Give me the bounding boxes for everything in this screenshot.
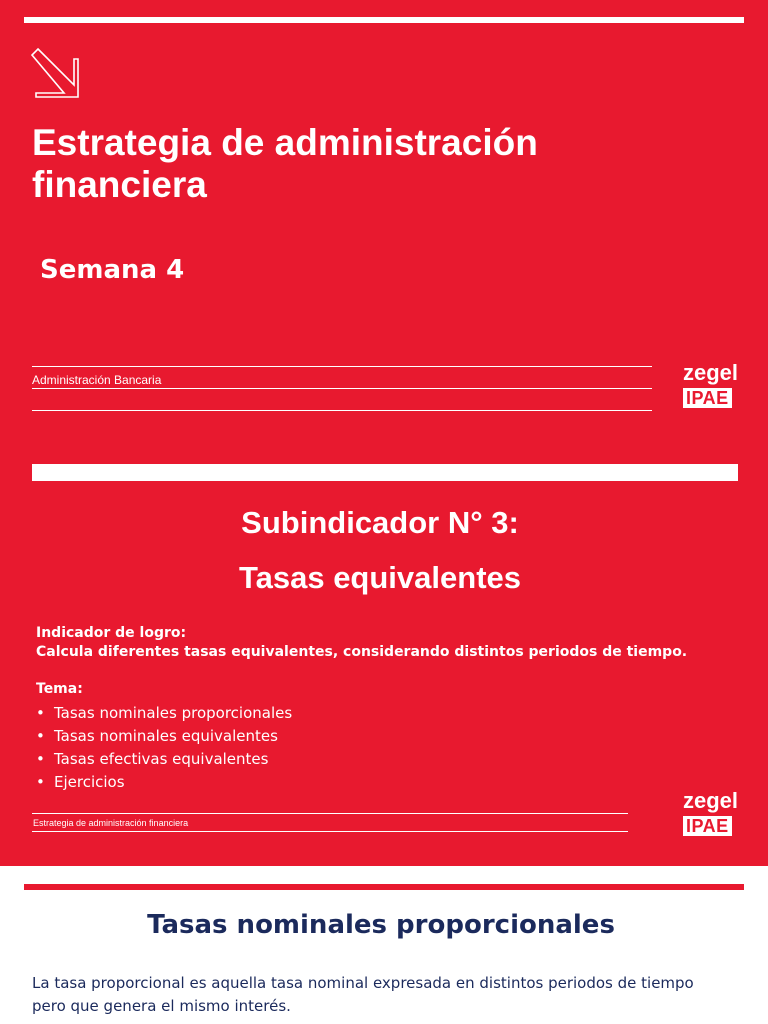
list-item: • Tasas nominales proporcionales <box>36 702 292 725</box>
slide-cover <box>0 0 768 432</box>
logo-ipae: IPAE <box>683 816 732 836</box>
indicator-text: Calcula diferentes tasas equivalentes, considerando distintos periodos de tiempo. <box>36 644 688 660</box>
topic-label: Tema: <box>36 681 83 697</box>
divider-line <box>32 366 652 367</box>
divider-line <box>32 410 652 411</box>
zegel-ipae-logo <box>683 790 738 837</box>
divider-line <box>32 388 652 389</box>
definition-paragraph <box>32 972 732 1018</box>
divider-line <box>32 831 628 832</box>
zegel-ipae-logo <box>683 362 738 409</box>
presentation-title: Estrategia de administración financiera <box>32 122 538 205</box>
divider-line <box>32 813 628 814</box>
course-name: Estrategia de administración financiera <box>33 818 189 828</box>
paragraph-line: pero que genera el mismo interés. <box>32 997 291 1015</box>
arrow-down-right-icon <box>30 47 80 99</box>
section-heading: Tasas nominales proporcionales <box>147 910 615 940</box>
slide-content <box>0 866 768 1024</box>
topic-list <box>36 702 292 794</box>
slide-subindicator <box>0 432 768 866</box>
subindicator-title: Subindicador N° 3: <box>241 505 519 540</box>
top-bar <box>24 17 744 23</box>
list-item: • Ejercicios <box>36 771 292 794</box>
top-bar <box>32 464 738 481</box>
top-bar <box>24 884 744 890</box>
subindicator-subtitle: Tasas equivalentes <box>238 560 521 595</box>
list-item: • Tasas nominales equivalentes <box>36 725 292 748</box>
list-item: • Tasas efectivas equivalentes <box>36 748 292 771</box>
paragraph-line: La tasa proporcional es aquella tasa nominal expresada en distintos periodos de tiempo <box>32 974 694 992</box>
course-name: Administración Bancaria <box>32 373 162 387</box>
week-label: Semana 4 <box>40 255 185 285</box>
logo-ipae: IPAE <box>683 388 732 408</box>
logo-zegel: zegel <box>683 360 739 385</box>
logo-zegel: zegel <box>683 788 739 813</box>
indicator-label: Indicador de logro: <box>36 625 187 641</box>
